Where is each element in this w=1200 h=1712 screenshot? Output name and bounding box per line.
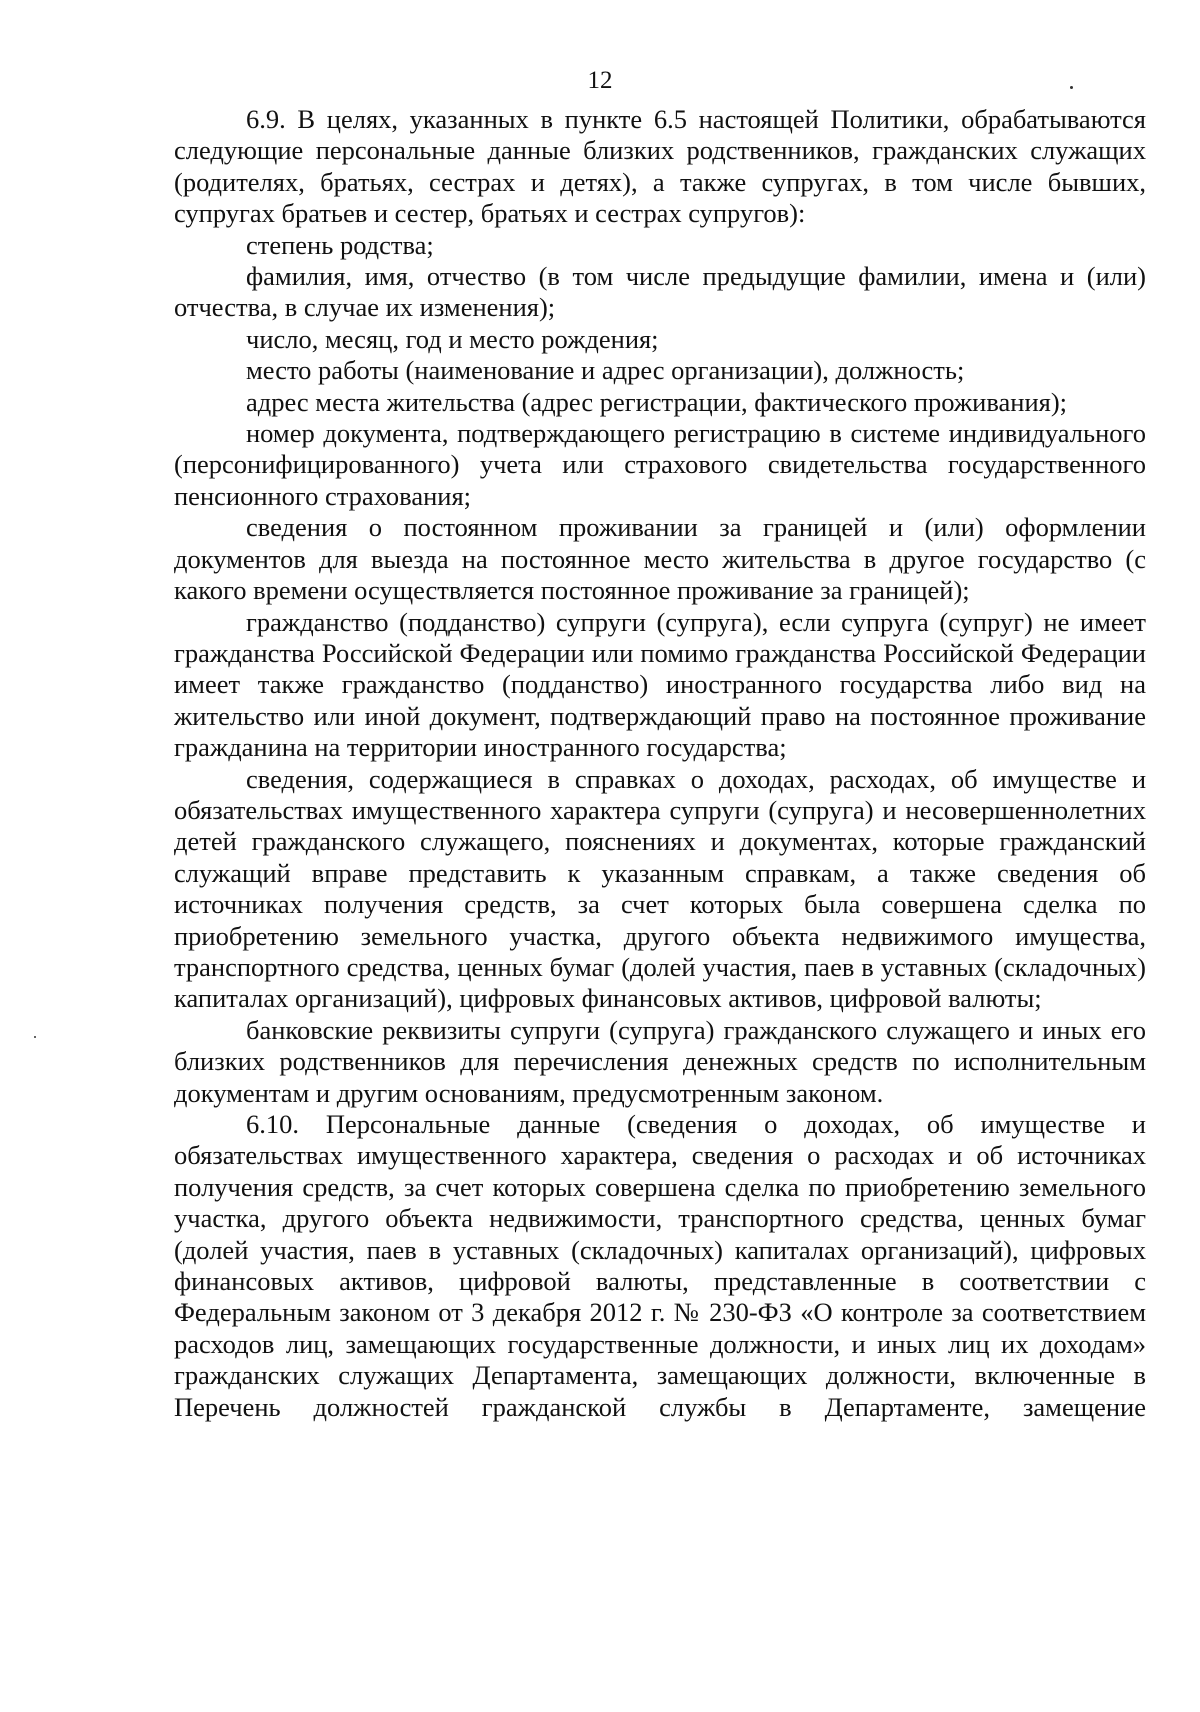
scan-speck <box>34 1036 36 1038</box>
list-item: сведения, содержащиеся в справках о доходах, расходах, об имуществе и обязательствах имущественного характера супруги (супруга) и несовершеннолетних детей гражданского служащего, пояснениях и документах, которые гражданский служащий вправе представить к указанным справкам, а также сведения об источниках получения средств, за счет которых была совершена сделка по приобретению земельного участка, другого объекта недвижимого имущества, транспортного средства, ценных бумаг (долей участия, паев в уставных (складочных) капиталах организаций), цифровых финансовых активов, цифровой валюты; <box>174 763 1146 1014</box>
list-item: число, месяц, год и место рождения; <box>246 323 659 354</box>
document-body <box>174 104 1146 1423</box>
list-item: степень родства; <box>246 229 434 260</box>
list-item: номер документа, подтверждающего регистрацию в системе индивидуального (персонифицированного) учета или страхового свидетельства государственного пенсионного страхования; <box>174 418 1146 511</box>
list-item: гражданство (подданство) супруги (супруга), если супруга (супруг) не имеет гражданства Российской Федерации или помимо гражданства Российской Федерации имеет также гражданство (подданство) иностранного государства либо вид на жительство или иной документ, подтверждающий право на постоянное проживание гражданина на территории иностранного государства; <box>174 606 1146 763</box>
list-item: адрес места жительства (адрес регистрации, фактического проживания); <box>246 386 1068 417</box>
paragraph-6-10: 6.10. Персональные данные (сведения о доходах, об имуществе и обязательствах имущественного характера, сведения о расходах и об источниках получения средств, за счет которых совершена сделка по приобретению земельного участка, другого объекта недвижимости, транспортного средства, ценных бумаг (долей участия, паев в уставных (складочных) капиталах организаций), цифровых финансовых активов, цифровой валюты, представленные в соответствии с Федеральным законом от 3 декабря 2012 г. № 230-ФЗ «О контроле за соответствием расходов лиц, замещающих государственные должности, и иных лиц их доходам» гражданских служащих Департамента, замещающих должности, включенные в Перечень должностей гражданской службы в Департаменте, замещение <box>174 1109 1146 1422</box>
scan-speck <box>1070 86 1073 89</box>
list-item: сведения о постоянном проживании за границей и (или) оформлении документов для выезда на постоянное место жительства в другое государство (с какого времени осуществляется постоянное проживание за границей); <box>174 512 1146 606</box>
list-item: место работы (наименование и адрес организации), должность; <box>246 355 965 386</box>
list-item: банковские реквизиты супруги (супруга) гражданского служащего и иных его близких родственников для перечисления денежных средств по исполнительным документам и другим основаниям, предусмотренным законом. <box>174 1014 1146 1108</box>
paragraph-6-9: 6.9. В целях, указанных в пункте 6.5 настоящей Политики, обрабатываются следующие персональные данные близких родственников, гражданских служащих (родителях, братьях, сестрах и детях), а также супругах, в том числе бывших, супругах братьев и сестер, братьях и сестрах супругов): <box>174 104 1146 229</box>
list-item: фамилия, имя, отчество (в том числе предыдущие фамилии, имена и (или) отчества, в случае их изменения); <box>174 261 1146 323</box>
page-number: 12 <box>587 67 613 94</box>
